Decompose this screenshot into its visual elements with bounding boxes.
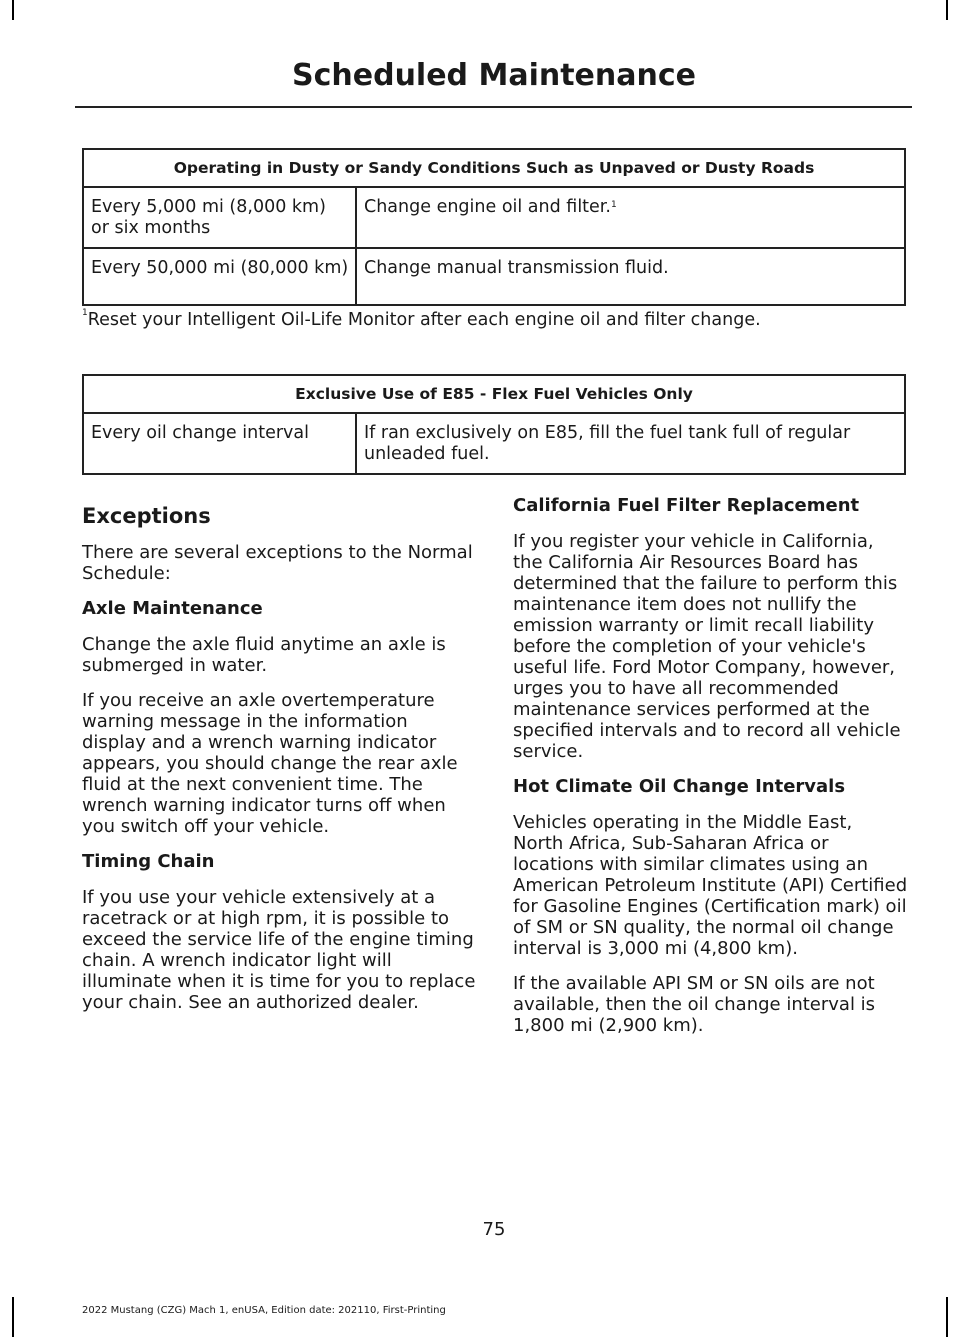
footer-edition: 2022 Mustang (CZG) Mach 1, enUSA, Edition date: 202110, First-Printing xyxy=(82,1305,446,1316)
header-divider xyxy=(75,106,912,108)
page-number: 75 xyxy=(482,1219,506,1240)
footnote: $^1$Reset your Intelligent Oil-Life Monitor after each engine oil and filter change. xyxy=(82,308,761,330)
interval-cell: Every oil change interval xyxy=(83,413,356,474)
paragraph: If you use your vehicle extensively at a racetrack or at high rpm, it is possible to exceed the service life of the engine timing chain. A wrench indicator light will illuminate when it is time for you to replace your chain. See an authorized dealer. xyxy=(82,887,476,1013)
crop-mark-top-right xyxy=(946,0,948,20)
crop-mark-top-left xyxy=(12,0,14,20)
paragraph: If you receive an axle overtemperature warning message in the information display and a wrench warning indicator appears, you should change the rear axle fluid at the next convenient time. The wrench warning indicator turns off when you switch off your vehicle. xyxy=(82,690,458,837)
california-fuel-filter-heading: California Fuel Filter Replacement xyxy=(513,495,860,516)
crop-mark-bottom-left xyxy=(12,1297,14,1337)
timing-chain-heading: Timing Chain xyxy=(82,851,215,872)
paragraph: There are several exceptions to the Normal Schedule: xyxy=(82,542,473,584)
hot-climate-heading: Hot Climate Oil Change Intervals xyxy=(513,776,846,797)
action-cell: Change engine oil and filter.$^1$ xyxy=(356,187,905,248)
page-title: Scheduled Maintenance xyxy=(292,58,696,93)
action-cell: If ran exclusively on E85, fill the fuel tank full of regular unleaded fuel. xyxy=(356,413,905,474)
table-title: Exclusive Use of E85 - Flex Fuel Vehicles Only xyxy=(83,375,905,413)
e85-table xyxy=(82,374,906,475)
exceptions-heading: Exceptions xyxy=(82,504,211,528)
table-title: Operating in Dusty or Sandy Conditions Such as Unpaved or Dusty Roads xyxy=(83,149,905,187)
action-cell: Change manual transmission fluid. xyxy=(356,248,905,305)
paragraph: Vehicles operating in the Middle East, North Africa, Sub-Saharan Africa or locations with similar climates using an American Petroleum Institute (API) Certified for Gasoline Engines (Certification mark) oil of SM or SN quality, the normal oil change interval is 3,000 mi (4,800 km). xyxy=(513,812,908,959)
dusty-conditions-table xyxy=(82,148,906,306)
left-column xyxy=(82,504,477,1027)
axle-maintenance-heading: Axle Maintenance xyxy=(82,598,263,619)
paragraph: If you register your vehicle in California, the California Air Resources Board has determined that the failure to perform this maintenance item does not nullify the emission warranty or limit recall liability before the completion of your vehicle's useful life. Ford Motor Company, however, urges you to have all recommended maintenance services performed at the specified intervals and to record all vehicle service. xyxy=(513,531,901,762)
table-row xyxy=(83,248,905,305)
table-row xyxy=(83,413,905,474)
interval-cell: Every 5,000 mi (8,000 km) or six months xyxy=(83,187,356,248)
crop-mark-bottom-right xyxy=(946,1297,948,1337)
interval-cell: Every 50,000 mi (80,000 km) xyxy=(83,248,356,305)
footnote-marker: 1 xyxy=(610,200,617,210)
paragraph: Change the axle fluid anytime an axle is submerged in water. xyxy=(82,634,446,676)
table-row xyxy=(83,187,905,248)
paragraph: If the available API SM or SN oils are not available, then the oil change interval is 1,800 mi (2,900 km). xyxy=(513,973,876,1036)
right-column xyxy=(513,495,908,1050)
footnote-marker: 1 xyxy=(82,308,88,318)
